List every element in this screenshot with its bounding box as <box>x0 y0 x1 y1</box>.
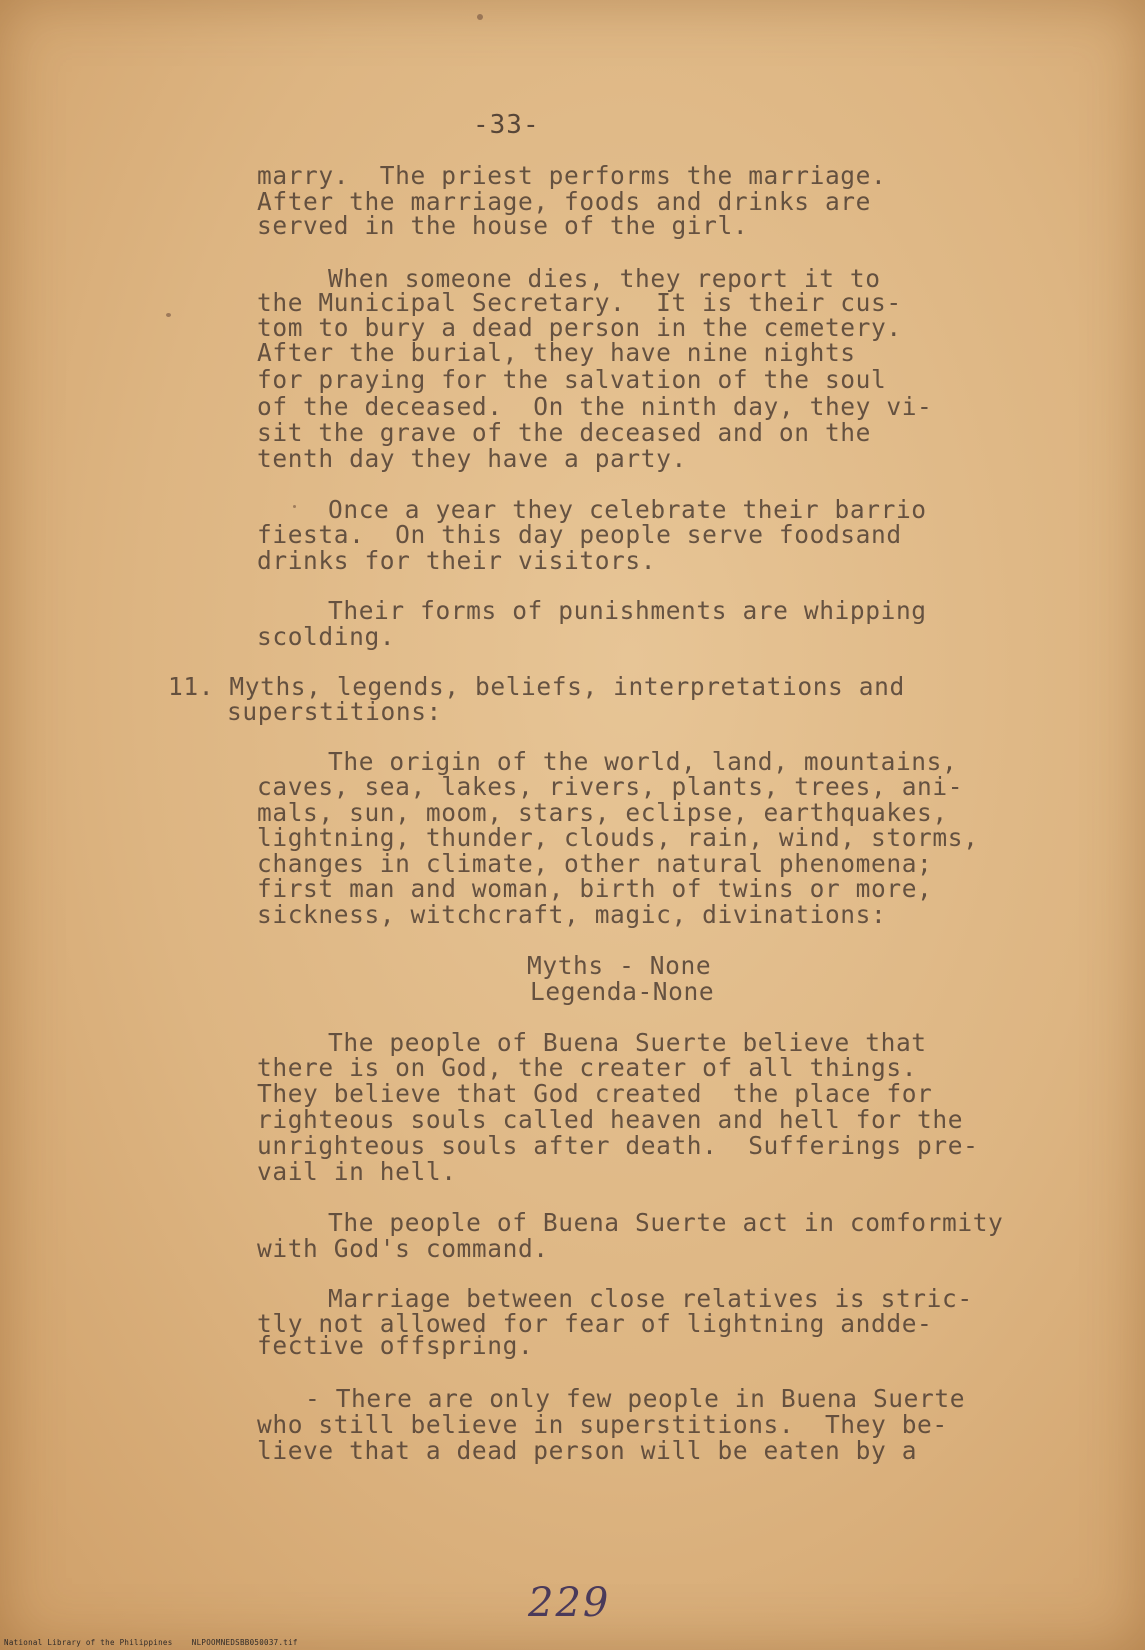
text-line: tenth day they have a party. <box>257 444 687 473</box>
text-line: After the burial, they have nine nights <box>257 338 856 367</box>
text-line: tom to bury a dead person in the cemetery. <box>257 313 902 342</box>
text-line: vail in hell. <box>257 1157 457 1186</box>
text-line: The people of Buena Suerte believe that <box>328 1028 927 1057</box>
myths-line: Myths - None <box>527 951 712 980</box>
text-line: tly not allowed for fear of lightning andde- <box>257 1309 933 1338</box>
text-line: the Municipal Secretary. It is their cus- <box>257 288 902 317</box>
text-line: for praying for the salvation of the soul <box>257 365 887 394</box>
text-line: mals, sun, moom, stars, eclipse, earthquakes, <box>257 798 948 827</box>
text-line: Their forms of punishments are whipping <box>328 596 927 625</box>
handwritten-page-number: 229 <box>528 1580 611 1626</box>
text-line: When someone dies, they report it to <box>328 264 881 293</box>
text-line: Once a year they celebrate their barrio <box>328 495 927 524</box>
text-line: After the marriage, foods and drinks are <box>257 187 872 216</box>
text-line: marry. The priest performs the marriage. <box>257 161 887 190</box>
text-line: fective offspring. <box>257 1331 534 1360</box>
text-line: Marriage between close relatives is stric- <box>328 1284 973 1313</box>
text-line: of the deceased. On the ninth day, they vi- <box>257 392 933 421</box>
text-line: with God's command. <box>257 1234 549 1263</box>
paper-speck <box>166 313 171 317</box>
text-line: righteous souls called heaven and hell for the <box>257 1105 964 1134</box>
page-number: -33- <box>473 110 540 140</box>
text-line: sickness, witchcraft, magic, divinations: <box>257 900 887 929</box>
paper-speck <box>477 14 483 20</box>
paper-speck <box>293 505 296 508</box>
archive-footer: National Library of the Philippines NLPOOMNEDSBB050037.tif <box>4 1638 298 1647</box>
text-line: The people of Buena Suerte act in comformity <box>328 1208 1004 1237</box>
text-line: - There are only few people in Buena Suerte <box>305 1384 966 1413</box>
text-line: lightning, thunder, clouds, rain, wind, storms, <box>257 823 979 852</box>
text-line: first man and woman, birth of twins or more, <box>257 874 933 903</box>
legends-line: Legenda-None <box>530 977 715 1006</box>
section-heading: superstitions: <box>227 697 442 726</box>
text-line: who still believe in superstitions. They be- <box>257 1410 948 1439</box>
text-line: unrighteous souls after death. Sufferings pre- <box>257 1131 979 1160</box>
text-line: The origin of the world, land, mountains, <box>328 747 958 776</box>
text-line: sit the grave of the deceased and on the <box>257 418 872 447</box>
text-line: scolding. <box>257 622 396 651</box>
text-line: there is on God, the creater of all things. <box>257 1053 918 1082</box>
text-line: caves, sea, lakes, rivers, plants, trees, ani- <box>257 772 964 801</box>
section-heading: 11. Myths, legends, beliefs, interpretations and <box>168 672 905 701</box>
text-line: They believe that God created the place for <box>257 1079 933 1108</box>
text-line: drinks for their visitors. <box>257 546 657 575</box>
text-line: served in the house of the girl. <box>257 211 749 240</box>
text-line: fiesta. On this day people serve foodsand <box>257 520 902 549</box>
text-line: lieve that a dead person will be eaten by a <box>257 1436 918 1465</box>
text-line: changes in climate, other natural phenomena; <box>257 849 933 878</box>
